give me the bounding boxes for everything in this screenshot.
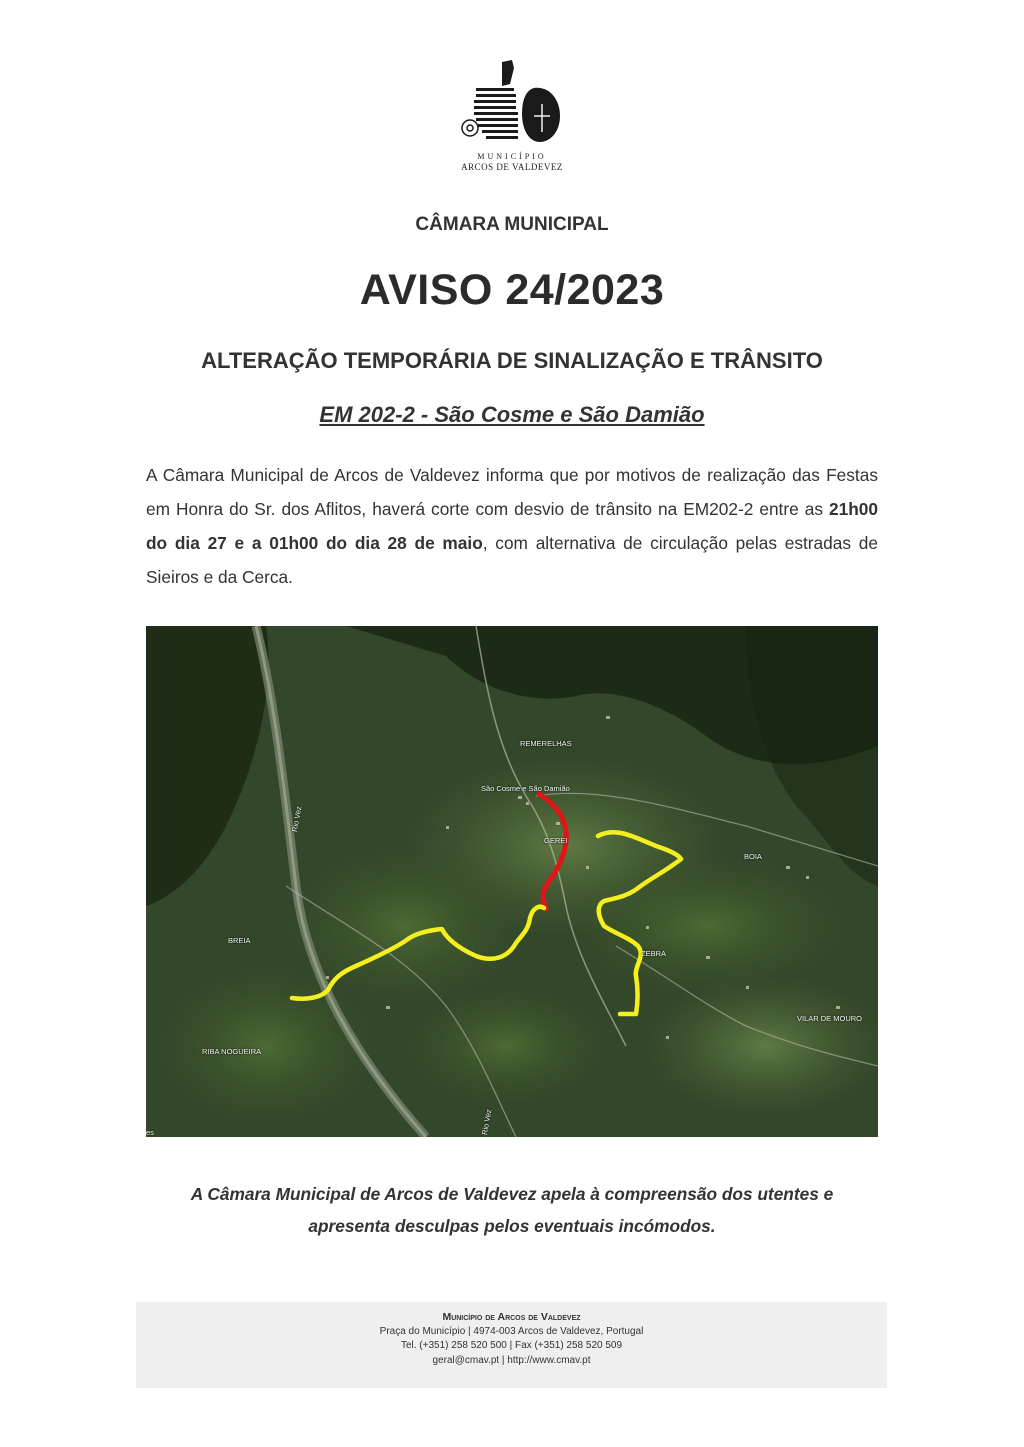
logo-caption [432, 152, 592, 172]
footer-municipality-name: Município de Arcos de Valdevez [442, 1311, 581, 1323]
body-text-intro: A Câmara Municipal de Arcos de Valdevez informa que por motivos de realização das Festas em Honra do Sr. dos Aflitos, haverá corte com desvio de trânsito na EM202-2 entre as [146, 465, 878, 519]
notice-body [146, 458, 878, 594]
map-label-sao-cosme: São Cosme e São Damião [481, 784, 570, 793]
footer-address: Praça do Município | 4974-003 Arcos de Valdevez, Portugal [379, 1325, 644, 1337]
footer-phone: Tel. (+351) 258 520 500 | Fax (+351) 258 520 509 [400, 1340, 623, 1351]
map-label-boia: BOIA [744, 852, 762, 861]
logo-caption-town: ARCOS DE VALDEVEZ [461, 162, 563, 172]
notice-location: EM 202-2 - São Cosme e São Damião [319, 402, 705, 427]
body-text-dates: 21h00 do dia 27 e a 01h00 do dia 28 de maio [146, 499, 878, 553]
logo-caption-municipio: MUNICÍPIO [477, 152, 547, 161]
map-label-zebra: ZEBRA [641, 949, 667, 958]
map-label-corner: es [146, 1128, 154, 1137]
aerial-map-image [146, 626, 878, 1137]
map-label-gerei: GEREI [544, 836, 568, 845]
body-text-outro: , com alternativa de circulação pelas estradas de Sieiros e da Cerca. [146, 533, 878, 587]
map-label-remerelhas: REMERELHAS [520, 739, 572, 748]
map-label-rio-vez-south: Rio Vez [480, 1108, 494, 1136]
detour-map [146, 626, 878, 1137]
notice-subtitle: ALTERAÇÃO TEMPORÁRIA DE SINALIZAÇÃO E TRÂNSITO [201, 348, 823, 373]
organization-name: CÂMARA MUNICIPAL [415, 214, 609, 235]
map-label-breia: BREIA [228, 936, 251, 945]
notice-title: AVISO 24/2023 [359, 266, 665, 314]
map-label-riba-nogueira: RIBA NOGUEIRA [202, 1047, 262, 1056]
closing-appeal-line2: apresenta desculpas pelos eventuais incómodos. [308, 1216, 716, 1236]
map-label-vilar-de-mouro: VILAR DE MOURO [797, 1014, 863, 1023]
closing-appeal [0, 1178, 1024, 1242]
closing-appeal-line1: A Câmara Municipal de Arcos de Valdevez apela à compreensão dos utentes e [190, 1184, 834, 1204]
page-footer [136, 1302, 887, 1388]
map-label-rio-vez-north: Rio Vez [290, 805, 304, 833]
footer-web: geral@cmav.pt | http://www.cmav.pt [432, 1354, 591, 1366]
municipality-crest-icon [452, 58, 572, 154]
